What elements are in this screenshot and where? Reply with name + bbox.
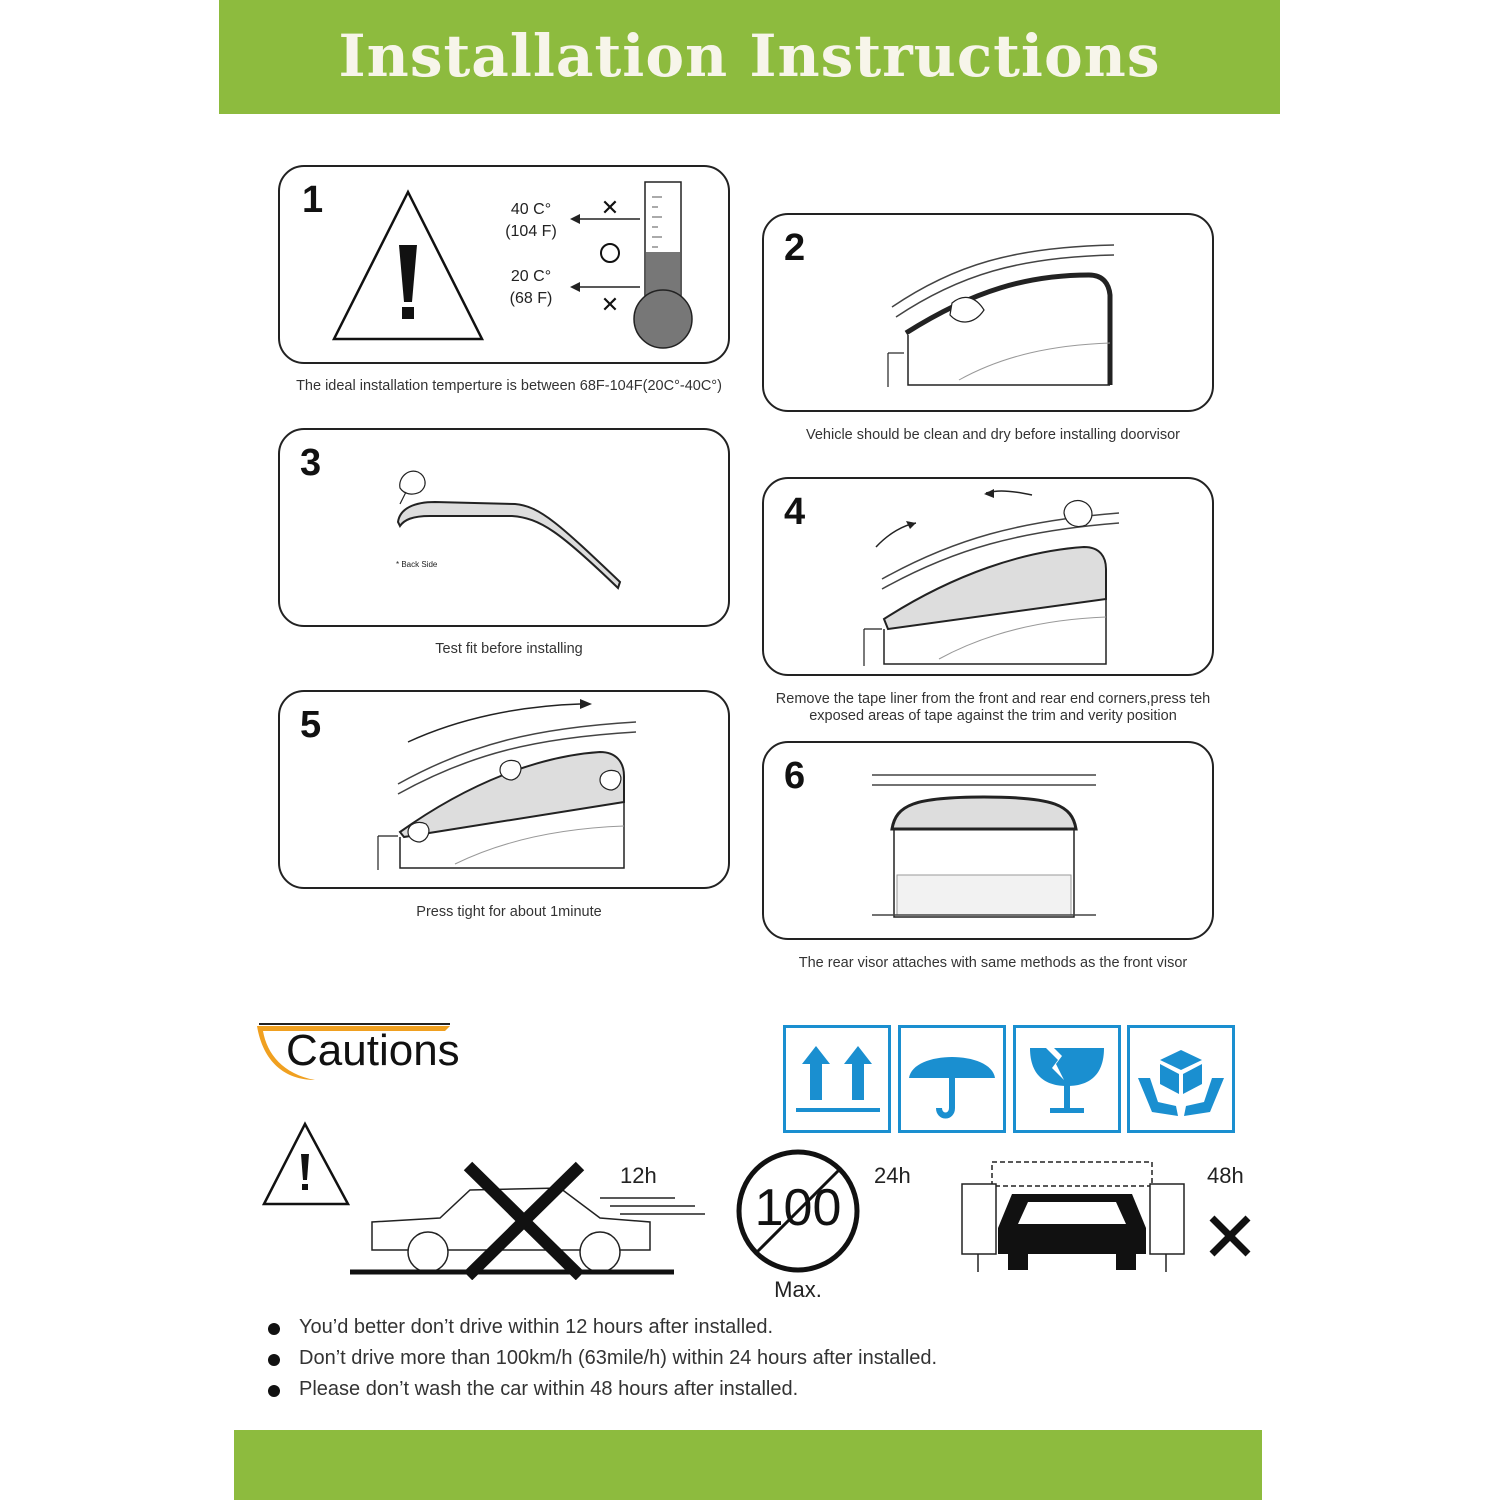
step-2-caption: Vehicle should be clean and dry before installing doorvisor <box>805 427 1180 443</box>
speed-limit-max-label: Max. <box>774 1277 822 1302</box>
visor-test-fit-illustration <box>280 430 732 629</box>
header-banner <box>219 0 1280 114</box>
step-2-panel <box>762 213 1214 412</box>
fragile-icon <box>1013 1025 1121 1133</box>
hand-icon <box>500 760 521 780</box>
keep-dry-icon <box>898 1025 1006 1133</box>
back-side-note: * Back Side <box>396 560 438 569</box>
low-temp-label: 20 C° (68 F) <box>509 268 553 307</box>
list-item: Please don’t wash the car within 48 hours after installed. <box>268 1375 937 1406</box>
press-visor-illustration <box>280 692 732 891</box>
warning-icon <box>262 1120 352 1210</box>
step-4-panel <box>762 477 1214 676</box>
hours-12-label: 12h <box>620 1163 657 1188</box>
handle-with-care-icon <box>1127 1025 1235 1133</box>
step-number: 4 <box>784 491 806 533</box>
step-1-panel <box>278 165 730 364</box>
svg-text:✕: ✕ <box>600 293 620 318</box>
hours-24-label: 24h <box>874 1163 911 1188</box>
high-temp-label: 40 C° (104 F) <box>505 201 557 240</box>
hand-icon <box>1064 501 1092 527</box>
step-number: 1 <box>302 179 324 221</box>
no-car-wash-icon <box>960 1158 1190 1274</box>
step-5-caption: Press tight for about 1minute <box>416 904 602 920</box>
caution-list <box>268 1313 937 1406</box>
step-6-panel <box>762 741 1214 940</box>
this-way-up-icon <box>783 1025 891 1133</box>
step-4-caption: Remove the tape liner from the front and rear end corners,press teh exposed areas of tape against the trim and verity position <box>775 691 1211 724</box>
step-number: 2 <box>784 227 806 269</box>
close-icon <box>1208 1214 1252 1258</box>
svg-text:✕: ✕ <box>600 196 620 221</box>
hand-icon <box>600 770 621 790</box>
remove-tape-illustration <box>764 479 1216 678</box>
page-title: Installation Instructions <box>338 22 1161 90</box>
rear-visor-illustration <box>764 743 1216 942</box>
list-item: Don’t drive more than 100km/h (63mile/h) within 24 hours after installed. <box>268 1344 937 1375</box>
step-5-panel <box>278 690 730 889</box>
footer-banner <box>234 1430 1262 1500</box>
cautions-title: Cautions <box>286 1026 460 1075</box>
step-6-caption: The rear visor attaches with same methods as the front visor <box>798 955 1188 971</box>
step-number: 6 <box>784 755 806 797</box>
hand-icon <box>400 471 425 494</box>
step-1-caption: The ideal installation temperture is between 68F-104F(20C°-40C°) <box>296 378 722 394</box>
step-number: 5 <box>300 704 322 746</box>
step-number: 3 <box>300 442 322 484</box>
cloth-icon <box>950 297 984 322</box>
hand-icon <box>408 822 429 842</box>
hours-48-label: 48h <box>1207 1163 1244 1188</box>
list-item: You’d better don’t drive within 12 hours after installed. <box>268 1313 937 1344</box>
car-door-illustration <box>764 215 1216 414</box>
speed-limit-value: 100 <box>754 1179 842 1237</box>
step-3-panel <box>278 428 730 627</box>
step-3-caption: Test fit before installing <box>435 641 583 657</box>
